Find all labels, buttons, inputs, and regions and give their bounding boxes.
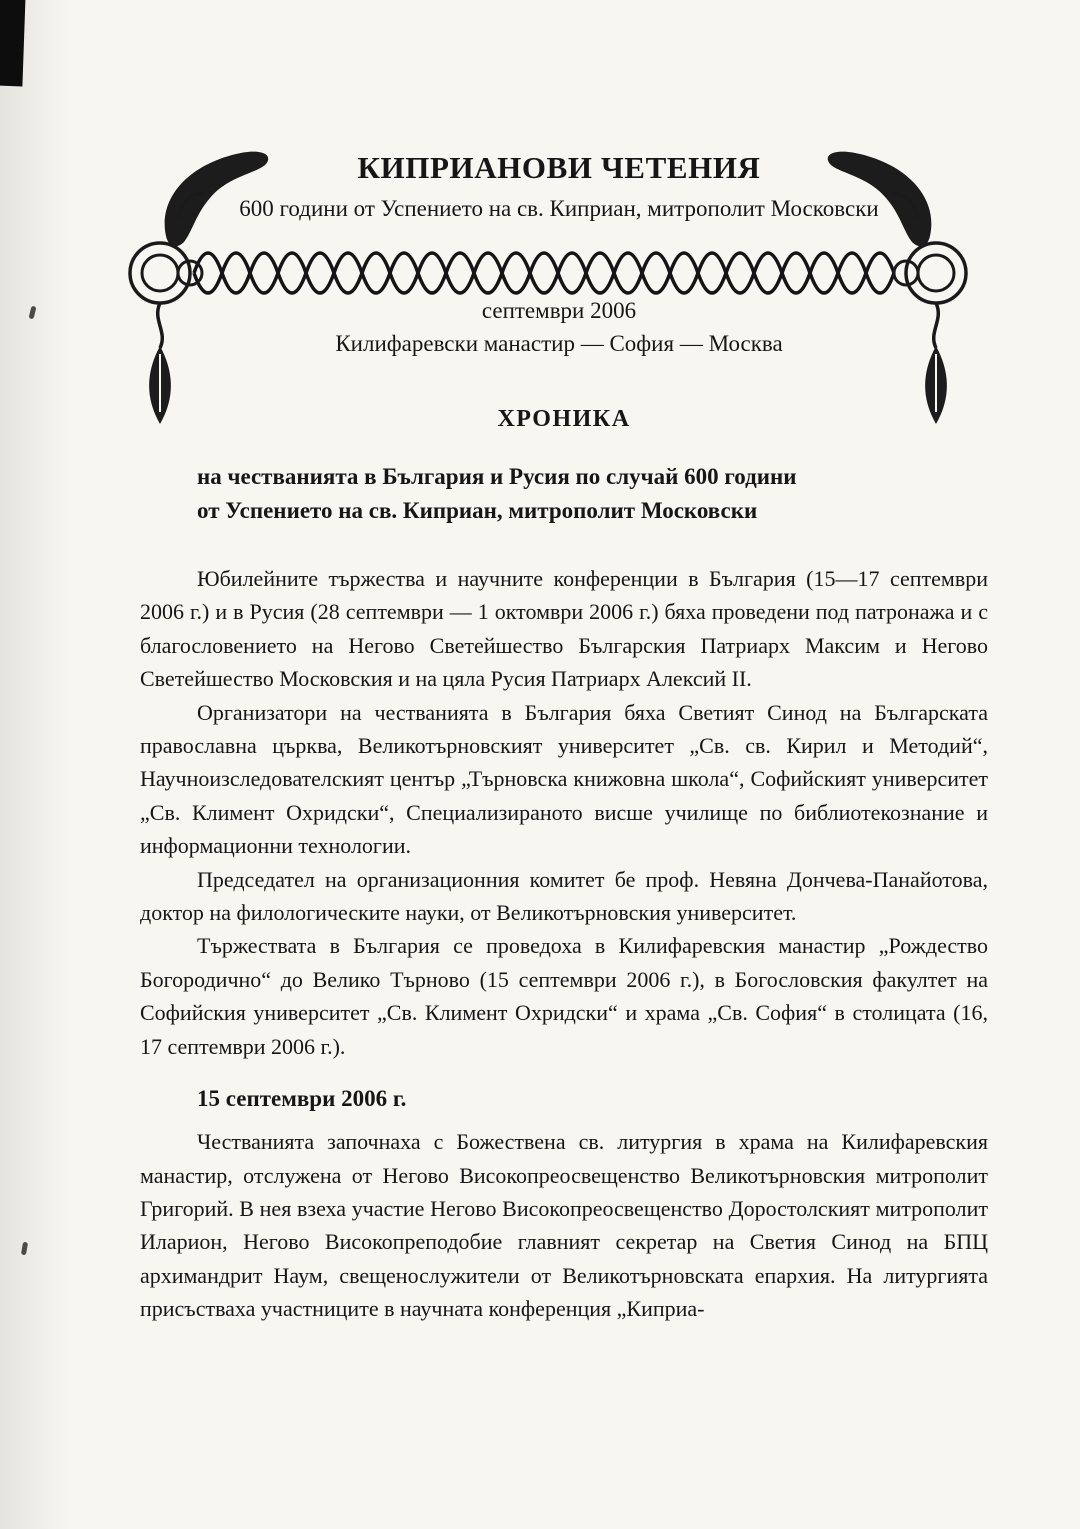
paragraph: Председател на организационния комитет бе проф. Невяна Дончева-Панайотова, доктор на филологическите науки, от Великотърновския университет.	[140, 866, 988, 926]
chronicle-subheading-line-1: на честванията в България и Русия по случай 600 години	[197, 464, 797, 489]
ornamental-header	[132, 150, 986, 357]
paragraph: Юбилейните тържества и научните конференции в България (15—17 септември 2006 г.) и в Русия (28 септември — 1 октомври 2006 г.) бяха проведени под патронажа и с благословението на Негово Светейшество Българския Патриарх Максим и Негово Светейшество Московския и на цяла Русия Патриарх Алексий II.	[140, 566, 988, 692]
paragraph: Организатори на честванията в България бяха Светият Синод на Българската православна църква, Великотърновският университет „Св. св. Кирил и Методий“, Научноизследователският център „Търновска книжовна школа“, Софийският университет „Св. Климент Охридски“, Специализираното висше училище по библиотекознание и информационни технологии.	[140, 699, 988, 859]
chronicle-heading: ХРОНИКА	[497, 406, 631, 432]
chronicle-subheading	[197, 460, 988, 528]
section-heading: 15 септември 2006 г.	[197, 1086, 407, 1112]
paragraph: Тържествата в България се проведоха в Килифаревския манастир „Рождество Богородично“ до Велико Търново (15 септември 2006 г.), в Богословския факултет на Софийския университет „Св. Климент Охридски“ и храма „Св. София“ в столицата (16, 17 септември 2006 г.).	[140, 933, 988, 1059]
page-title: КИПРИАНОВИ ЧЕТЕНИЯ	[357, 150, 761, 185]
scan-edge-shading	[0, 0, 70, 1529]
paragraph: Честванията започнаха с Божествена св. литургия в храма на Килифаревския манастир, отслужена от Негово Високопреосвещенство Великотърновския митрополит Григорий. В нея взеха участие Негово Високопреосвещенство Доростолският митрополит Иларион, Негово Високопреподобие главният секретар на Светия Синод на БПЦ архимандрит Наум, свещенослужители от Великотърновската епархия. На литургията присъстваха участниците в научната конференция „Киприа-	[140, 1129, 988, 1322]
scan-speck	[29, 306, 37, 320]
scan-speck	[21, 1242, 28, 1256]
header-locations: Килифаревски манастир — София — Москва	[335, 331, 783, 356]
header-subtitle: 600 години от Успението на св. Киприан, митрополит Московски	[239, 196, 879, 221]
scan-artifact-corner	[0, 0, 26, 86]
chronicle-subheading-line-2: от Успението на св. Киприан, митрополит Московски	[197, 498, 758, 523]
header-date: септември 2006	[481, 298, 637, 323]
document-body	[140, 406, 988, 1326]
